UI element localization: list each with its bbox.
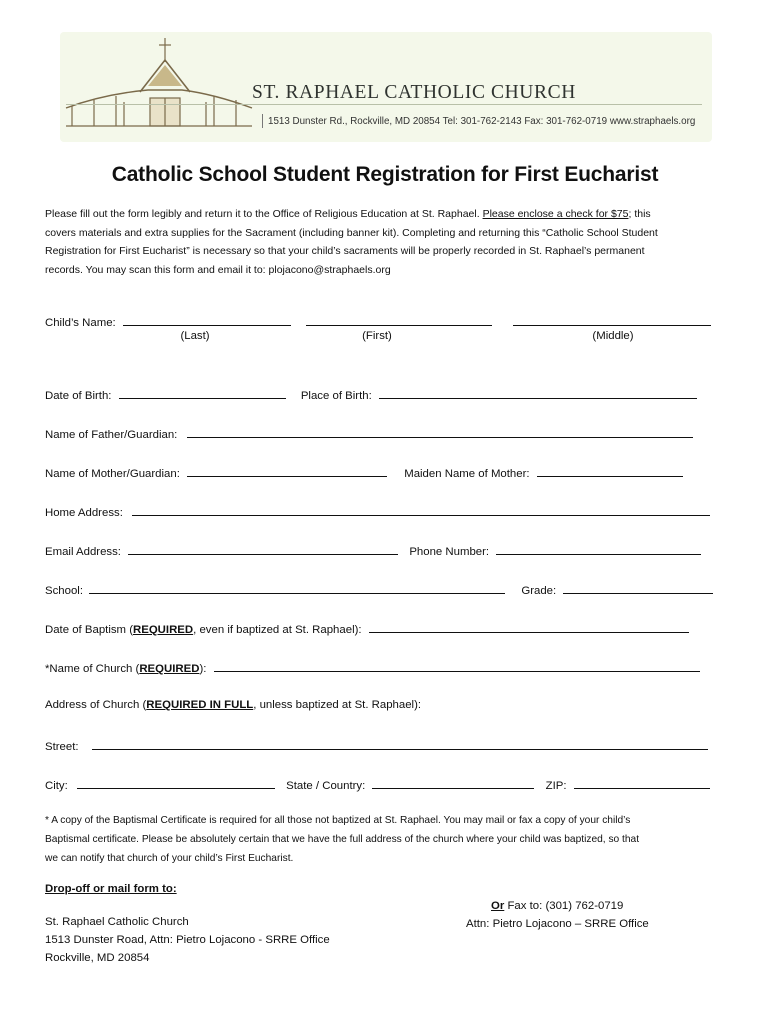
childs-name-label: Child’s Name:	[45, 317, 116, 329]
intro-line2: covers materials and extra supplies for the Sacrament (including banner kit). Completing and returning this “Catholic School Student	[45, 226, 658, 239]
mother-field[interactable]	[187, 465, 387, 477]
church-address-label-b: , unless baptized at St. Raphael):	[253, 699, 422, 711]
pob-field[interactable]	[379, 387, 697, 399]
father-field[interactable]	[187, 426, 693, 438]
fax-line	[491, 900, 623, 912]
church-required: REQUIRED	[139, 663, 200, 675]
email-field[interactable]	[128, 543, 398, 555]
mother-label: Name of Mother/Guardian:	[45, 468, 180, 480]
email-label: Email Address:	[45, 546, 121, 558]
grade-field[interactable]	[563, 582, 713, 594]
fax-number: Fax to: (301) 762-0719	[504, 900, 624, 912]
church-address-label-a: Address of Church (	[45, 699, 147, 711]
middle-name-field[interactable]	[513, 314, 711, 326]
baptism-row	[45, 621, 689, 636]
first-name-field[interactable]	[306, 314, 492, 326]
church-address-required: REQUIRED IN FULL	[146, 699, 254, 711]
header-divider	[262, 114, 263, 128]
zip-field[interactable]	[574, 777, 710, 789]
baptism-label-a: Date of Baptism (	[45, 624, 133, 636]
school-field[interactable]	[89, 582, 505, 594]
first-label: (First)	[362, 330, 392, 342]
middle-label: (Middle)	[592, 330, 634, 342]
school-row	[45, 582, 713, 597]
intro-line1-a: Please fill out the form legibly and return it to the Office of Religious Education at St. Raphael.	[45, 208, 483, 220]
church-building-icon	[64, 36, 254, 136]
intro-line4: records. You may scan this form and email it to: plojacono@straphaels.org	[45, 264, 391, 277]
street-row	[45, 738, 708, 753]
school-label: School:	[45, 585, 83, 597]
state-label: State / Country:	[286, 780, 366, 792]
home-label: Home Address:	[45, 507, 123, 519]
address-line3: Rockville, MD 20854	[45, 952, 150, 964]
church-label-a: *Name of Church (	[45, 663, 140, 675]
baptism-required: REQUIRED	[133, 624, 194, 636]
fax-or: Or	[491, 900, 505, 912]
city-row	[45, 777, 710, 792]
intro-paragraph	[45, 205, 727, 280]
address-line2: 1513 Dunster Road, Attn: Pietro Lojacono - SRRE Office	[45, 934, 330, 946]
intro-line3: Registration for First Eucharist” is necessary so that your child’s sacraments will be properly recorded in St. Raphael’s permanent	[45, 245, 645, 258]
page-title: Catholic School Student Registration for First Eucharist	[111, 163, 659, 186]
city-field[interactable]	[77, 777, 275, 789]
note-line1: * A copy of the Baptismal Certificate is required for all those not baptized at St. Raphael. You may mail or fax a copy of your child’s	[45, 815, 631, 826]
father-label: Name of Father/Guardian:	[45, 429, 178, 441]
father-row	[45, 426, 693, 441]
pob-label: Place of Birth:	[300, 390, 372, 402]
note-line3: we can notify that church of your child’s First Eucharist.	[45, 853, 294, 864]
check-instruction: Please enclose a check for $75	[482, 208, 629, 220]
phone-field[interactable]	[496, 543, 701, 555]
street-label: Street:	[45, 741, 79, 753]
mailing-address	[45, 913, 330, 967]
church-address-row	[45, 699, 421, 711]
last-name-field[interactable]	[123, 314, 291, 326]
address-line1: St. Raphael Catholic Church	[45, 916, 189, 928]
dob-field[interactable]	[119, 387, 286, 399]
dob-label: Date of Birth:	[45, 390, 112, 402]
birth-row	[45, 387, 697, 402]
maiden-field[interactable]	[537, 465, 683, 477]
church-row	[45, 660, 700, 675]
zip-label: ZIP:	[545, 780, 567, 792]
baptism-date-field[interactable]	[369, 621, 689, 633]
maiden-label: Maiden Name of Mother:	[404, 468, 530, 480]
baptism-label-b: , even if baptized at St. Raphael):	[193, 624, 362, 636]
home-row	[45, 504, 710, 519]
intro-line1-b: ; this	[628, 208, 651, 220]
church-contact: 1513 Dunster Rd., Rockville, MD 20854 Tel: 301-762-2143 Fax: 301-762-0719 www.straphaels.org	[268, 116, 696, 127]
city-label: City:	[45, 780, 68, 792]
phone-label: Phone Number:	[409, 546, 490, 558]
dropoff-heading: Drop-off or mail form to:	[45, 883, 177, 895]
email-row	[45, 543, 701, 558]
header-rule	[66, 104, 702, 105]
baptism-note	[45, 811, 639, 868]
childs-name-row	[45, 314, 711, 329]
street-field[interactable]	[92, 738, 708, 750]
church-name: ST. RAPHAEL CATHOLIC CHURCH	[252, 82, 576, 103]
church-name-field[interactable]	[214, 660, 700, 672]
home-field[interactable]	[132, 504, 710, 516]
note-line2: Baptismal certificate. Please be absolutely certain that we have the full address of the church where your child was baptized, so that	[45, 834, 640, 845]
last-label: (Last)	[180, 330, 210, 342]
state-field[interactable]	[372, 777, 534, 789]
mother-row	[45, 465, 683, 480]
grade-label: Grade:	[521, 585, 557, 597]
fax-attn: Attn: Pietro Lojacono – SRRE Office	[466, 918, 649, 930]
church-label-b: ):	[199, 663, 207, 675]
